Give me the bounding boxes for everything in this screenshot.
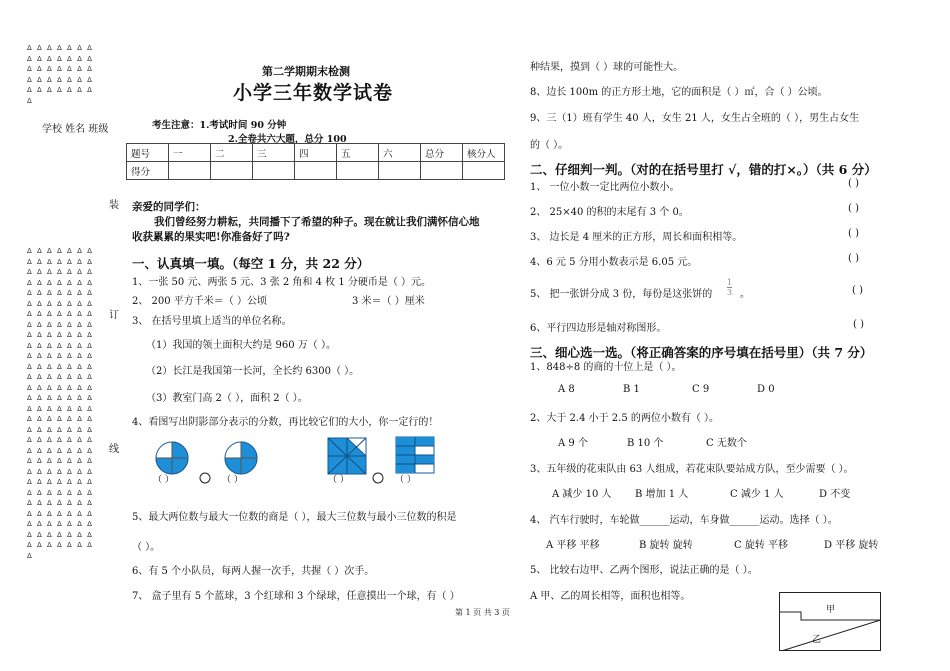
s3-question-2: 2、大于 2.4 小于 2.5 的两位小数有（ ）。: [530, 413, 720, 424]
score-input-cell[interactable]: [379, 162, 421, 180]
seal-char-xian: 线: [109, 444, 119, 455]
score-cell: 三: [253, 144, 295, 162]
s1-question-1: 1、一张 50 元、两张 5 元、3 张 2 角和 4 枚 1 分硬币是（ ）元。: [132, 277, 432, 288]
s2-item-5: 5、 把一张饼分成 3 份，每份是这张饼的: [530, 289, 713, 300]
s1-question-3-3: （3）教室门高 2（ ），面积 2（ ）。: [146, 393, 308, 404]
s3-q1-option-c[interactable]: C 9: [692, 384, 710, 395]
s1-question-2b: 3 米＝（ ）厘米: [352, 296, 425, 307]
score-cell: 题号: [127, 144, 169, 162]
score-table-header-row: [127, 144, 505, 162]
s2-item-4-paren[interactable]: ( ): [848, 253, 859, 264]
score-cell: 核分人: [463, 144, 505, 162]
fraction-grid-1: [396, 437, 434, 473]
greeting-salutation: 亲爱的同学们：: [132, 201, 206, 213]
exam-subtitle: 第二学期期末检测: [262, 65, 350, 78]
fraction-square-1: [328, 438, 366, 474]
s2-item-6: 6、平行四边形是轴对称图形。: [530, 323, 667, 334]
answer-paren[interactable]: （ ）: [222, 475, 243, 485]
compare-circle-2[interactable]: [372, 472, 384, 484]
s1-question-5b: （ ）。: [132, 542, 161, 553]
s2-item-5-paren[interactable]: ( ): [852, 285, 863, 296]
school-name-class-label: 学校 姓名 班级: [42, 124, 109, 135]
s3-q4-option-c[interactable]: C 旋转 平移: [734, 540, 789, 551]
s1-question-9a: 9、三（1）班有学生 40 人，女生 21 人，女生占全班的（ ），男生占女生: [530, 113, 860, 124]
s3-q3-option-d[interactable]: D 不变: [819, 489, 851, 500]
score-cell: 总分: [421, 144, 463, 162]
s3-q1-option-d[interactable]: D 0: [757, 384, 775, 395]
s2-item-3: 3、 边长是 4 厘米的正方形，周长和面积相等。: [530, 232, 743, 243]
score-input-cell[interactable]: [253, 162, 295, 180]
s1-question-3-2: （2）长江是我国第一长河，全长约 6300（ ）。: [146, 366, 360, 377]
s1-question-8: 8、边长 100m 的正方形土地，它的面积是（ ）㎡，合（ ）公顷。: [530, 87, 828, 98]
greeting-line-1: 我们曾经努力耕耘，共同播下了希望的种子。现在就让我们满怀信心地: [154, 216, 480, 228]
greeting-line-2: 收获累累的果实吧!你准备好了吗?: [132, 231, 290, 243]
s3-q2-option-c[interactable]: C 无数个: [706, 438, 747, 449]
s3-q2-option-b[interactable]: B 10 个: [627, 438, 664, 449]
s3-q3-option-a[interactable]: A 减少 10 人: [552, 489, 612, 500]
score-cell: 五: [337, 144, 379, 162]
score-table-score-row: [127, 162, 505, 180]
s2-item-1: 1、 一位小数一定比两位小数小。: [530, 182, 680, 193]
answer-paren[interactable]: （ ）: [328, 475, 349, 485]
score-input-cell[interactable]: [463, 162, 505, 180]
seal-char-ding: 订: [109, 310, 119, 321]
fraction-numerator: 1: [727, 278, 733, 287]
s1-question-7-cont: 种结果，摸到（ ）球的可能性大。: [530, 62, 684, 73]
s3-q3-option-c[interactable]: C 减少 1 人: [730, 489, 784, 500]
seal-char-zhuang: 装: [109, 200, 119, 211]
s1-question-3-1: （1）我国的领土面积大约是 960 万（ ）。: [146, 340, 336, 351]
s3-q3-option-b[interactable]: B 增加 1 人: [635, 489, 689, 500]
exam-title: 小学三年数学试卷: [233, 82, 394, 104]
section1-title: 一、认真填一填。（每空 1 分，共 22 分）: [132, 256, 370, 271]
score-table: [126, 143, 505, 180]
margin-triangles-bottom: Δ Δ Δ Δ Δ Δ Δ Δ Δ Δ Δ Δ Δ Δ Δ Δ Δ Δ Δ Δ Δ Δ Δ Δ Δ Δ Δ Δ Δ Δ Δ Δ Δ Δ Δ Δ Δ Δ Δ Δ Δ Δ Δ Δ Δ Δ Δ Δ Δ Δ Δ Δ Δ Δ Δ Δ Δ Δ Δ Δ Δ Δ Δ Δ Δ Δ Δ Δ Δ Δ Δ Δ Δ Δ Δ Δ Δ Δ Δ Δ Δ Δ Δ Δ Δ Δ Δ Δ Δ Δ Δ Δ Δ Δ Δ Δ Δ Δ Δ Δ Δ Δ Δ Δ Δ Δ Δ Δ Δ Δ Δ Δ Δ Δ Δ Δ Δ Δ Δ Δ Δ Δ Δ Δ Δ Δ Δ Δ Δ Δ Δ Δ Δ Δ Δ Δ Δ Δ Δ Δ Δ Δ Δ Δ Δ Δ Δ Δ Δ Δ Δ Δ Δ Δ Δ Δ Δ Δ Δ Δ Δ Δ Δ Δ Δ Δ Δ Δ Δ Δ Δ Δ Δ Δ Δ Δ Δ Δ Δ Δ Δ Δ Δ Δ Δ Δ Δ Δ Δ Δ Δ Δ Δ Δ Δ Δ Δ Δ Δ Δ Δ Δ Δ Δ: [27, 247, 94, 560]
score-input-cell[interactable]: [337, 162, 379, 180]
s2-item-2-paren[interactable]: ( ): [848, 203, 859, 214]
s1-question-7: 7、 盒子里有 5 个蓝球，3 个红球和 3 个绿球，任意摸出一个球，有（ ）: [132, 591, 460, 602]
s3-q2-option-a[interactable]: A 9 个: [558, 438, 588, 449]
s2-item-6-paren[interactable]: ( ): [853, 319, 864, 330]
s1-question-2a: 2、 200 平方千米＝（ ）公顷: [132, 296, 267, 307]
section2-title: 二、仔细判一判。（对的在括号里打 √，错的打×。）（共 6 分）: [530, 162, 877, 177]
s2-item-5-tail: 。: [740, 289, 750, 300]
fraction-one-third: [727, 278, 732, 297]
score-cell: 一: [169, 144, 211, 162]
s2-item-2: 2、 25×40 的积的末尾有 3 个 0。: [530, 207, 689, 218]
score-input-cell[interactable]: [295, 162, 337, 180]
s3-q5-option-a[interactable]: A 甲、乙的周长相等，面积也相等。: [530, 591, 691, 602]
s3-q4-option-b[interactable]: B 旋转 旋转: [639, 540, 693, 551]
score-input-cell[interactable]: [211, 162, 253, 180]
s3-question-1: 1、848÷8 的商的十位上是（ ）。: [530, 362, 682, 373]
s2-item-1-paren[interactable]: ( ): [848, 178, 859, 189]
section3-title: 三、细心选一选。（将正确答案的序号填在括号里）（共 7 分）: [530, 345, 873, 360]
s3-question-4: 4、 汽车行驶时，车轮做______运动，车身做______运动。选择（ ）。: [530, 515, 838, 526]
s1-question-9b: 的（ ）。: [530, 140, 569, 151]
s2-item-4: 4、6 元 5 分用小数表示是 6.05 元。: [530, 257, 698, 268]
s1-question-4: 4、看图写出阴影部分表示的分数，再比较它们的大小，你一定行的！: [132, 417, 439, 428]
page-footer: 第 1 页 共 3 页: [455, 608, 510, 617]
s2-item-3-paren[interactable]: ( ): [848, 228, 859, 239]
fraction-circle-2: [224, 441, 258, 475]
s3-q1-option-b[interactable]: B 1: [623, 384, 640, 395]
s1-question-5a: 5、最大两位数与最大一位数的商是（ ），最大三位数与最小三位数的积是: [132, 512, 457, 523]
jia-yi-figure: [779, 592, 881, 652]
score-input-cell[interactable]: [169, 162, 211, 180]
s3-q4-option-a[interactable]: A 平移 平移: [546, 540, 600, 551]
fraction-denominator: 3: [727, 288, 733, 297]
s3-question-3: 3、五年级的花束队由 63 人组成，若花束队要站成方队，至少需要（ ）。: [530, 464, 854, 475]
score-cell: 六: [379, 144, 421, 162]
answer-paren[interactable]: （ ）: [153, 475, 174, 485]
score-cell: 得分: [127, 162, 169, 180]
fraction-circle-1: [155, 441, 189, 475]
score-cell: 二: [211, 144, 253, 162]
s3-question-5: 5、 比较右边甲、乙两个图形，说法正确的是（ ）。: [530, 565, 758, 576]
margin-triangles-top: Δ Δ Δ Δ Δ Δ Δ Δ Δ Δ Δ Δ Δ Δ Δ Δ Δ Δ Δ Δ Δ Δ Δ Δ Δ Δ Δ Δ Δ Δ Δ Δ Δ Δ Δ Δ: [27, 44, 94, 105]
answer-paren[interactable]: （ ）: [395, 475, 416, 485]
score-cell: 四: [295, 144, 337, 162]
notice-line-1: 考生注意：1.考试时间 90 分钟: [152, 120, 287, 131]
figure-label-yi: 乙: [812, 635, 822, 645]
notice-line-2: 2.全卷共六大题，总分 100: [228, 134, 347, 145]
s1-question-3: 3、 在括号里填上适当的单位名称。: [132, 316, 292, 327]
s3-q4-option-d[interactable]: D 平移 旋转: [824, 540, 879, 551]
score-input-cell[interactable]: [421, 162, 463, 180]
s1-question-6: 6、有 5 个小队员，每两人握一次手，共握（ ）次手。: [132, 566, 375, 577]
s3-q1-option-a[interactable]: A 8: [558, 384, 575, 395]
figure-label-jia: 甲: [826, 605, 836, 615]
compare-circle-1[interactable]: [199, 472, 211, 484]
